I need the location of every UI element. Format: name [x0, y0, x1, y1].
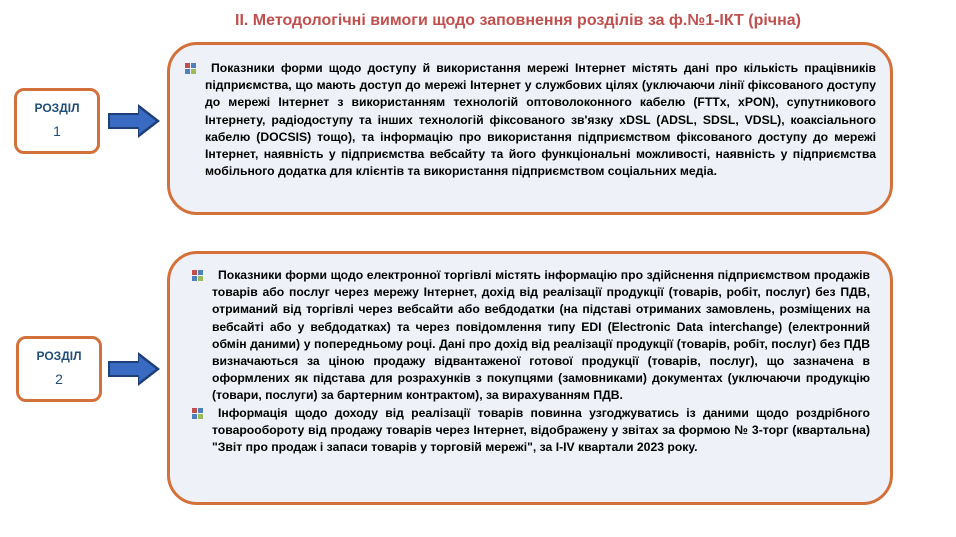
section-2-label-box — [16, 336, 102, 402]
section-1-content-box — [167, 42, 893, 215]
section-1-label: РОЗДІЛ — [34, 101, 80, 115]
section-1-text: Показники форми щодо доступу й використання мережі Інтернет містять дані про кількість працівників підприємства, що мають доступ до мережі Інтернет у службових цілях (уключаючи лінії фіксованого доступу до мережі Інтернет з використанням технологій оптоволоконного кабелю (FTTx, xPON), супутникового Інтернету, радіодоступу та інших технологій фіксованого зв'язку xDSL (ADSL, SDSL, VDSL), коаксіального кабелю (DOCSIS) тощо), та інформацію про використання підприємством фіксованого доступу до мережі Інтернет, наявність у підприємства вебсайту та його функціональні можливості, наявність у підприємства мобільного додатка для клієнтів та використання підприємством соціальних медіа. — [205, 61, 876, 179]
arrow-right-icon — [108, 104, 160, 138]
section-2-paragraph-1 — [212, 267, 870, 405]
section-2-number: 2 — [55, 371, 63, 387]
page-title: ІІ. Методологічні вимоги щодо заповнення розділів за ф.№1-ІКТ (річна) — [235, 12, 801, 29]
bullet-icon — [185, 63, 196, 74]
section-2-text-1: Показники форми щодо електронної торгівлі містять інформацію про здійснення підприємством продажів товарів або послуг через мережу Інтернет, дохід від реалізації продукції (товарів, робіт, послуг) без ПДВ, отриманий від торгівлі через вебсайти або вебдодатки (на підставі отриманих замовлень, розміщених на вебсайті або у вебдодатках) та через повідомлення типу EDI (Electronic Data interchange) (електронний обмін даними) у попередньому році. Дані про дохід від реалізації продукції (товарів, робіт, послуг) без ПДВ визначаються за ціною продажу відвантаженої готової продукції (товарів, послуг), що зазначена в оформлених як підстава для розрахунків з покупцями (замовниками) документах (уключаючи продукцію (товари, послуги) за бартерним контрактом), за вирахуванням ПДВ. — [212, 268, 870, 403]
section-1-label-box — [14, 88, 100, 154]
section-2-content-box — [167, 251, 893, 505]
section-2-paragraph-2 — [212, 405, 870, 457]
bullet-icon — [192, 270, 203, 281]
section-2-text-2: Інформація щодо доходу від реалізації товарів повинна узгоджуватись із даними щодо роздрібного товарообороту від продажу товарів через Інтернет, відображену у звітах за формою № 3-торг (квартальна) "Звіт про продаж і запаси товарів у торговій мережі", за І-IV квартали 2023 року. — [212, 405, 870, 455]
section-2-label: РОЗДІЛ — [36, 349, 82, 363]
bullet-icon — [192, 408, 203, 419]
section-1-number: 1 — [53, 123, 61, 139]
arrow-right-icon — [108, 352, 160, 386]
section-1-paragraph — [205, 60, 876, 180]
